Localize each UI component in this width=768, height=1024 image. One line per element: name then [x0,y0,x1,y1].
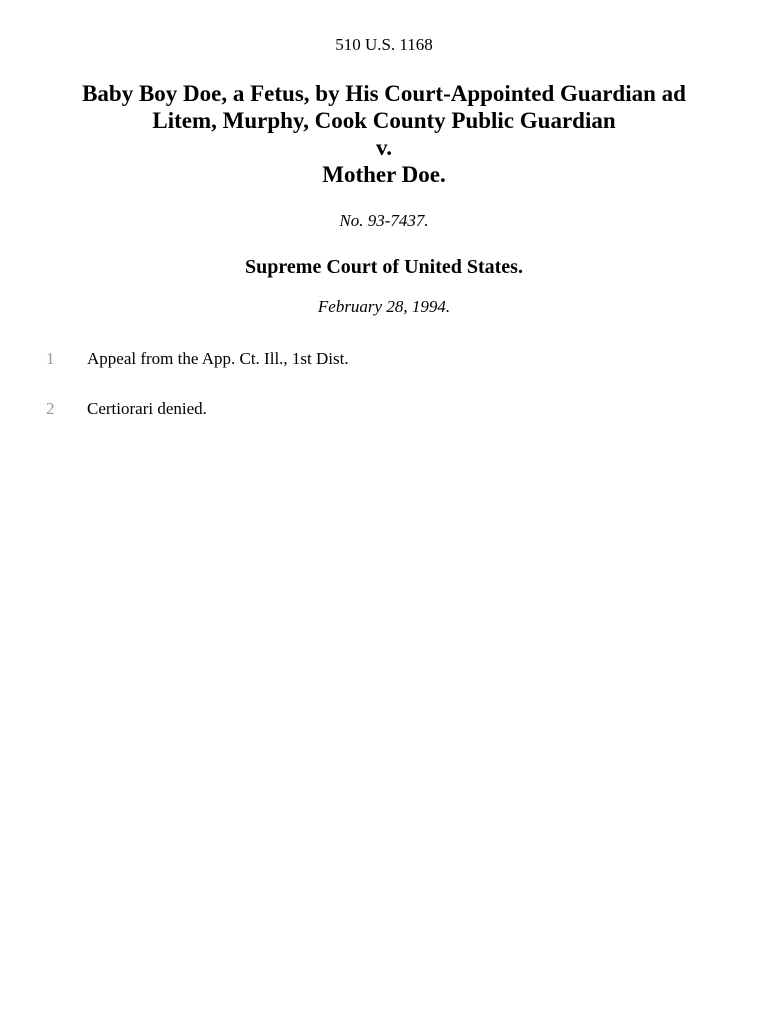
case-title-line-2: Litem, Murphy, Cook County Public Guardian [152,108,616,133]
court-name: Supreme Court of United States. [245,256,523,278]
paragraph-text: Certiorari denied. [87,399,207,418]
docket-number: No. 93-7437. [339,211,429,230]
reporter-citation: 510 U.S. 1168 [335,35,433,54]
paragraph-number: 2 [46,399,55,418]
paragraph-text: Appeal from the App. Ct. Ill., 1st Dist. [87,349,349,368]
case-title-line-1: Baby Boy Doe, a Fetus, by His Court-Appointed Guardian ad [82,81,686,106]
decision-date: February 28, 1994. [317,297,451,316]
case-title-versus: v. [376,135,392,160]
paragraph-number: 1 [46,349,55,368]
case-title [40,80,728,188]
case-title-respondent: Mother Doe. [322,162,446,187]
